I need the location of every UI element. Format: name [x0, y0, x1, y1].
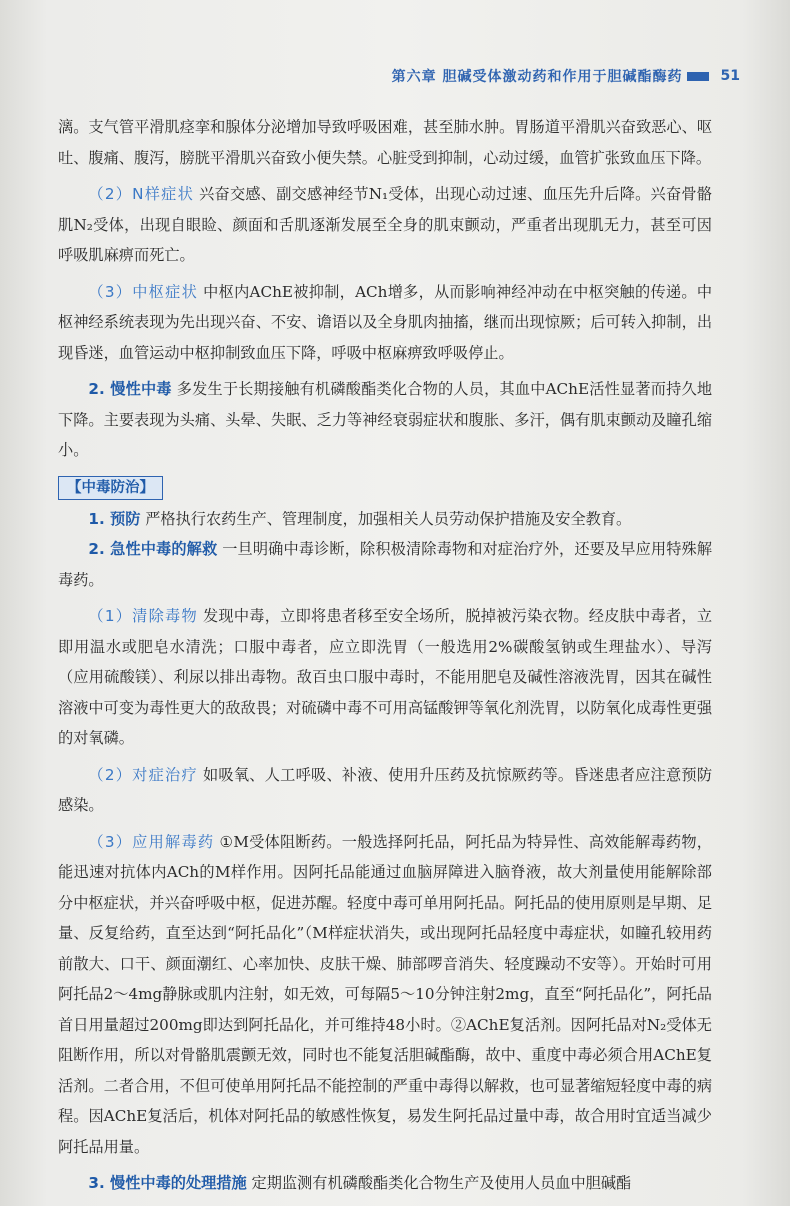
- paragraph-prevention: [58, 504, 712, 535]
- paragraph-symptomatic-treatment: [58, 760, 712, 821]
- page-header: [380, 62, 740, 90]
- paragraph-acute-rescue: [58, 534, 712, 595]
- paragraph-remove-toxin: [58, 601, 712, 754]
- paragraph-central-symptoms: [58, 277, 712, 369]
- paragraph-muscarinic-continued: [58, 112, 712, 173]
- paragraph-text: 如吸氧、人工呼吸、补液、使用升压药及抗惊厥药等。昏迷患者应注意预防感染。: [58, 765, 713, 814]
- page-number: 51: [720, 68, 740, 84]
- paragraph-antidotes: [58, 827, 712, 1163]
- paragraph-text: 中枢内AChE被抑制，ACh增多，从而影响神经冲动在中枢突触的传递。中枢神经系统表现为先出现兴奋、不安、谵语以及全身肌肉抽搐，继而出现惊厥；后可转入抑制，出现昏迷，血管运动中枢抑制致血压下降，呼吸中枢麻痹致呼吸停止。: [58, 282, 713, 362]
- body-text: [58, 112, 712, 1199]
- subheading-symptomatic-treatment: （2）对症治疗: [88, 765, 198, 784]
- header-bar-mark: [687, 72, 709, 81]
- subheading-prevention: 1. 预防: [88, 509, 141, 528]
- section-heading-prevention: 【中毒防治】: [58, 476, 163, 500]
- paragraph-text: 漓。支气管平滑肌痉挛和腺体分泌增加导致呼吸困难，甚至肺水肿。胃肠道平滑肌兴奋致恶心、呕吐、腹痛、腹泻，膀胱平滑肌兴奋致小便失禁。心脏受到抑制，心动过缓，血管扩张致血压下降。: [58, 118, 712, 167]
- paragraph-text: 一旦明确中毒诊断，除积极清除毒物和对症治疗外，还要及早应用特殊解毒药。: [58, 540, 713, 589]
- paragraph-text: 发现中毒，立即将患者移至安全场所，脱掉被污染衣物。经皮肤中毒者，立即用温水或肥皂水清洗；口服中毒者，应立即洗胃（一般选用2%碳酸氢钠或生理盐水）、导泻（应用硫酸镁）、利尿以排出毒物。敌百虫口服中毒时，不能用肥皂及碱性溶液洗胃，因其在碱性溶液中可变为毒性更大的敌敌畏；对硫磷中毒不可用高锰酸钾等氧化剂洗胃，以防氧化成毒性更强的对氧磷。: [58, 607, 713, 747]
- paragraph-text: 兴奋交感、副交感神经节N₁受体，出现心动过速、血压先升后降。兴奋骨骼肌N₂受体，出现自眼睑、颜面和舌肌逐渐发展至全身的肌束颤动，严重者出现肌无力，甚至可因呼吸肌麻痹而死亡。: [58, 185, 713, 264]
- paragraph-text: ①M受体阻断药。一般选择阿托品，阿托品为特异性、高效能解毒药物，能迅速对抗体内ACh的M样作用。因阿托品能通过血脑屏障进入脑脊液，故大剂量使用能解除部分中枢症状，并兴奋呼吸中枢，促进苏醒。轻度中毒可单用阿托品。阿托品的使用原则是早期、足量、反复给药，直至达到“阿托品化”（M样症状消失，或出现阿托品轻度中毒症状，如瞳孔较用药前散大、口干、颜面潮红、心率加快、皮肤干燥、肺部啰音消失、轻度躁动不安等）。开始时可用阿托品2～4mg静脉或肌内注射，如无效，可每隔5～10分钟注射2mg，直至“阿托品化”，阿托品首日用量超过200mg即达到阿托品化，并可维持48小时。②AChE复活剂。因阿托品对N₂受体无阻断作用，所以对骨骼肌震颤无效，同时也不能复活胆碱酯酶，故中、重度中毒必须合用AChE复活剂。二者合用，不但可使单用阿托品不能控制的严重中毒得以解救，也可显著缩短轻度中毒的病程。因AChE复活后，机体对阿托品的敏感性恢复，易发生阿托品过量中毒，故合用时宜适当减少阿托品用量。: [58, 832, 712, 1156]
- section-heading-row: [58, 472, 712, 502]
- paragraph-text: 多发生于长期接触有机磷酸酯类化合物的人员，其血中AChE活性显著而持久地下降。主要表现为头痛、头晕、失眠、乏力等神经衰弱症状和腹胀、多汗，偶有肌束颤动及瞳孔缩小。: [58, 380, 713, 459]
- subheading-n-symptoms: （2）N样症状: [88, 185, 195, 203]
- subheading-antidotes: （3）应用解毒药: [88, 832, 215, 851]
- paragraph-nicotinic-symptoms: [58, 179, 712, 271]
- paragraph-chronic-management: [58, 1168, 712, 1199]
- subheading-acute-rescue: 2. 急性中毒的解救: [88, 540, 218, 558]
- subheading-chronic-poisoning: 2. 慢性中毒: [88, 380, 172, 398]
- subheading-remove-toxin: （1）清除毒物: [88, 607, 198, 625]
- subheading-central-symptoms: （3）中枢症状: [88, 282, 199, 301]
- running-head: 第六章 胆碱受体激动药和作用于胆碱酯酶药: [391, 69, 683, 85]
- subheading-chronic-management: 3. 慢性中毒的处理措施: [88, 1174, 247, 1192]
- paragraph-text: 定期监测有机磷酸酯类化合物生产及使用人员血中胆碱酯: [251, 1174, 632, 1192]
- paragraph-chronic-poisoning: [58, 374, 712, 466]
- paragraph-text: 严格执行农药生产、管理制度，加强相关人员劳动保护措施及安全教育。: [145, 509, 632, 528]
